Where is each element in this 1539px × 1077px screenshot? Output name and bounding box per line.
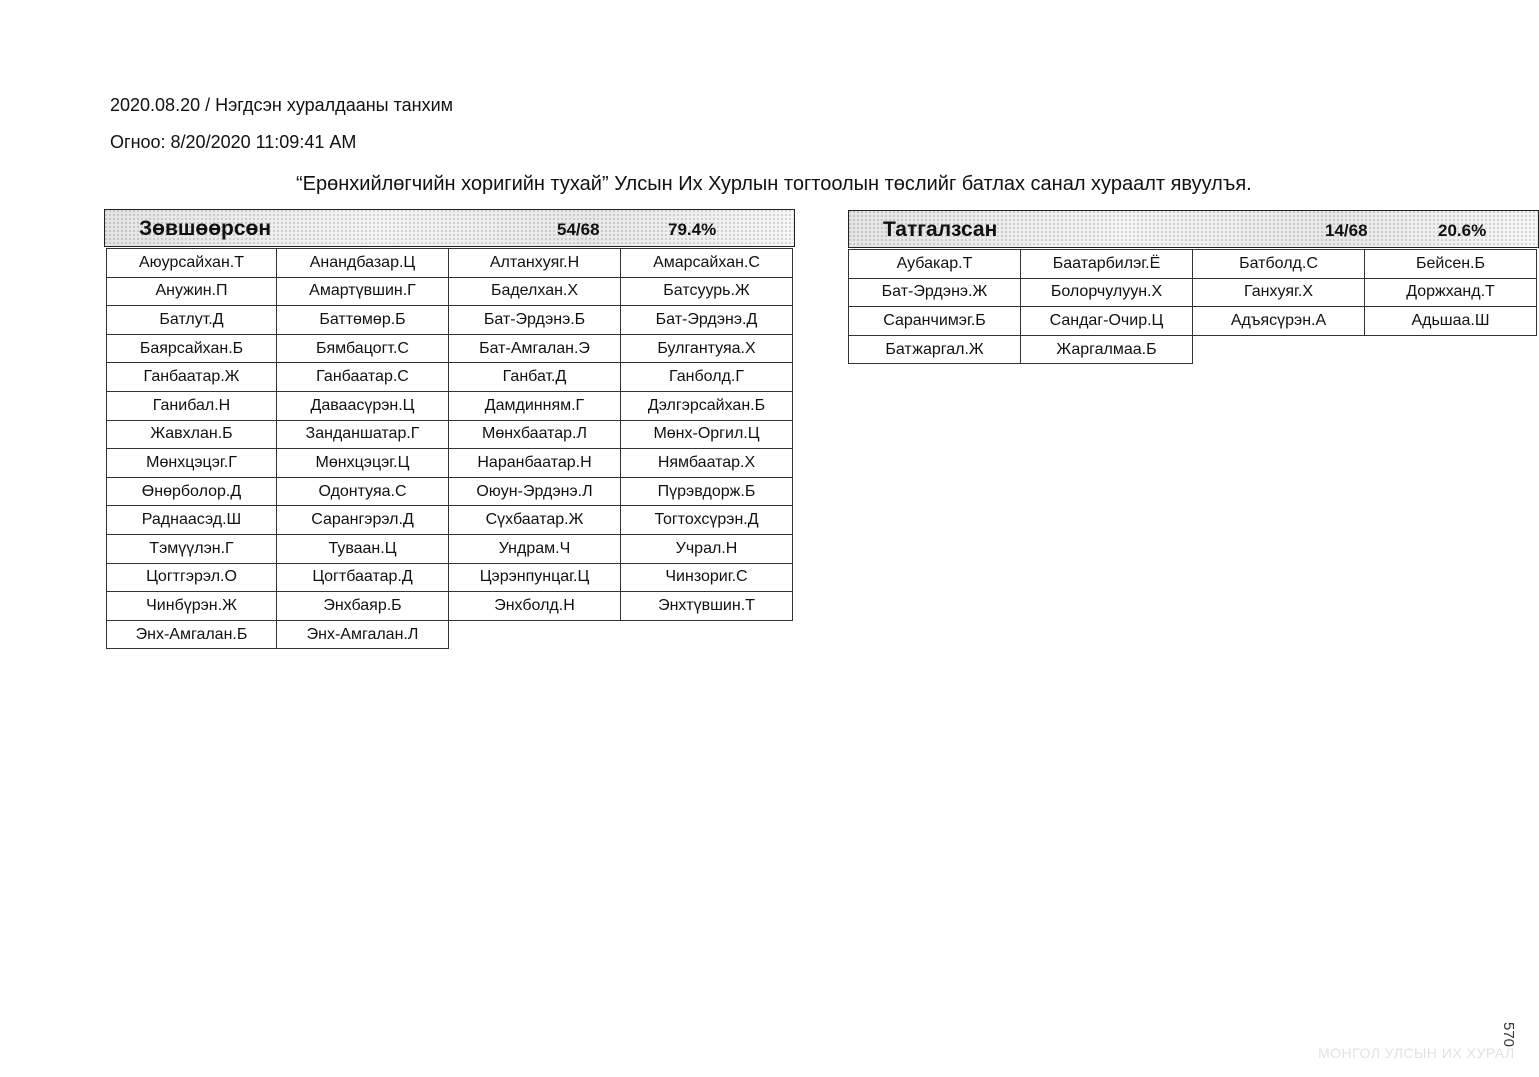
name-cell: Аюурсайхан.Т <box>106 248 277 278</box>
name-cell: Пүрэвдорж.Б <box>620 477 793 507</box>
approved-panel <box>104 209 795 648</box>
name-cell: Туваан.Ц <box>276 534 449 564</box>
name-cell: Өнөрболор.Д <box>106 477 277 507</box>
name-cell: Бат-Амгалан.Э <box>448 334 621 364</box>
rejected-names-table <box>848 249 1539 363</box>
name-cell: Раднаасэд.Ш <box>106 505 277 535</box>
name-cell: Болорчулуун.Х <box>1020 278 1193 308</box>
name-cell: Чинбүрэн.Ж <box>106 591 277 621</box>
name-cell: Алтанхуяг.Н <box>448 248 621 278</box>
name-cell: Баярсайхан.Б <box>106 334 277 364</box>
name-cell: Тогтохсүрэн.Д <box>620 505 793 535</box>
session-line: 2020.08.20 / Нэгдсэн хуралдааны танхим <box>110 95 454 115</box>
name-cell: Сүхбаатар.Ж <box>448 505 621 535</box>
name-cell: Батжаргал.Ж <box>848 335 1021 365</box>
name-cell: Анандбазар.Ц <box>276 248 449 278</box>
name-cell: Доржханд.Т <box>1364 278 1537 308</box>
name-cell: Ганхуяг.Х <box>1192 278 1365 308</box>
name-cell: Дэлгэрсайхан.Б <box>620 391 793 421</box>
name-cell: Ганбаатар.Ж <box>106 362 277 392</box>
approved-count: 54/68 <box>557 220 600 239</box>
name-cell: Дамдинням.Г <box>448 391 621 421</box>
vote-title: “Ерөнхийлөгчийн хоригийн тухай” Улсын Их Хурлын тогтоолын төслийг батлах санал хураалт явуулъя. <box>296 173 1252 195</box>
name-cell: Мөнхцэцэг.Г <box>106 448 277 478</box>
name-cell: Жаргалмаа.Б <box>1020 335 1193 365</box>
name-cell: Наранбаатар.Н <box>448 448 621 478</box>
name-cell: Батсуурь.Ж <box>620 277 793 307</box>
rejected-percent: 20.6% <box>1438 221 1487 240</box>
approved-header <box>104 209 795 247</box>
name-cell: Ганбаатар.С <box>276 362 449 392</box>
name-cell: Амарсайхан.С <box>620 248 793 278</box>
name-cell: Чинзориг.С <box>620 563 793 593</box>
name-cell: Оюун-Эрдэнэ.Л <box>448 477 621 507</box>
name-cell: Анужин.П <box>106 277 277 307</box>
name-cell: Саранчимэг.Б <box>848 306 1021 336</box>
name-cell: Ганбат.Д <box>448 362 621 392</box>
name-cell: Амартүвшин.Г <box>276 277 449 307</box>
rejected-count: 14/68 <box>1325 221 1368 240</box>
name-cell: Адьшаа.Ш <box>1364 306 1537 336</box>
name-cell: Нямбаатар.Х <box>620 448 793 478</box>
name-cell: Бат-Эрдэнэ.Д <box>620 305 793 335</box>
name-cell: Ганибал.Н <box>106 391 277 421</box>
name-cell: Мөнх-Оргил.Ц <box>620 420 793 450</box>
name-cell: Жавхлан.Б <box>106 420 277 450</box>
name-cell: Булгантуяа.Х <box>620 334 793 364</box>
name-cell: Цогтбаатар.Д <box>276 563 449 593</box>
rejected-header <box>848 210 1539 248</box>
name-cell: Баделхан.Х <box>448 277 621 307</box>
name-cell: Батболд.С <box>1192 249 1365 279</box>
name-cell: Мөнхбаатар.Л <box>448 420 621 450</box>
name-cell: Одонтуяа.С <box>276 477 449 507</box>
name-cell: Бейсен.Б <box>1364 249 1537 279</box>
name-cell: Цогтгэрэл.О <box>106 563 277 593</box>
name-cell: Энхтүвшин.Т <box>620 591 793 621</box>
watermark-stamp: МОНГОЛ УЛСЫН ИХ ХУРАЛ <box>1318 1045 1515 1061</box>
name-cell: Бямбацогт.С <box>276 334 449 364</box>
name-cell: Бат-Эрдэнэ.Б <box>448 305 621 335</box>
approved-label: Зөвшөөрсөн <box>139 217 272 240</box>
name-cell: Энх-Амгалан.Б <box>106 620 277 650</box>
name-cell: Бат-Эрдэнэ.Ж <box>848 278 1021 308</box>
approved-percent: 79.4% <box>668 220 717 239</box>
name-cell: Ганболд.Г <box>620 362 793 392</box>
name-cell: Энхбаяр.Б <box>276 591 449 621</box>
name-cell: Баттөмөр.Б <box>276 305 449 335</box>
name-cell: Занданшатар.Г <box>276 420 449 450</box>
name-cell: Сарангэрэл.Д <box>276 505 449 535</box>
name-cell: Ундрам.Ч <box>448 534 621 564</box>
name-cell: Батлут.Д <box>106 305 277 335</box>
name-cell: Сандаг-Очир.Ц <box>1020 306 1193 336</box>
approved-names-table <box>104 248 795 648</box>
name-cell: Тэмүүлэн.Г <box>106 534 277 564</box>
date-line: Огноо: 8/20/2020 11:09:41 AM <box>110 132 357 152</box>
rejected-label: Татгалзсан <box>883 218 998 241</box>
name-cell: Учрал.Н <box>620 534 793 564</box>
name-cell: Аубакар.Т <box>848 249 1021 279</box>
name-cell: Энхболд.Н <box>448 591 621 621</box>
name-cell: Адъясүрэн.А <box>1192 306 1365 336</box>
page-mark: 570 <box>1500 1021 1518 1048</box>
name-cell: Даваасүрэн.Ц <box>276 391 449 421</box>
name-cell: Энх-Амгалан.Л <box>276 620 449 650</box>
name-cell: Цэрэнпунцаг.Ц <box>448 563 621 593</box>
rejected-panel <box>848 210 1539 363</box>
name-cell: Мөнхцэцэг.Ц <box>276 448 449 478</box>
name-cell: Баатарбилэг.Ё <box>1020 249 1193 279</box>
